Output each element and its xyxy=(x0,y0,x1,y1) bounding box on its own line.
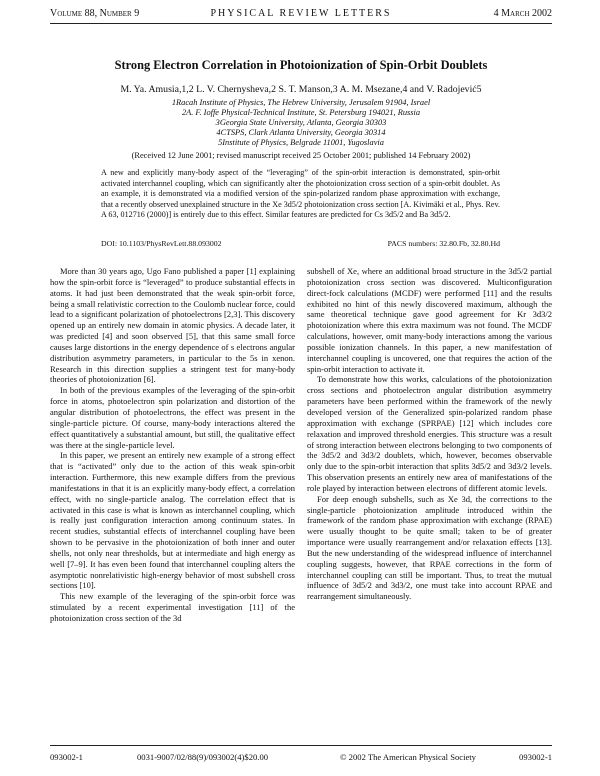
issue-date: 4 March 2002 xyxy=(493,8,552,19)
header-rule xyxy=(50,23,552,24)
doi-link[interactable]: DOI: 10.1103/PhysRevLett.88.093002 xyxy=(101,239,222,248)
right-column xyxy=(307,266,552,602)
author-list: M. Ya. Amusia,1,2 L. V. Chernysheva,2 S. T. Manson,3 A. M. Msezane,4 and V. Radojević5 xyxy=(120,84,482,95)
copyright-notice: © 2002 The American Physical Society xyxy=(340,752,476,762)
volume-number: Volume 88, Number 9 xyxy=(50,8,140,19)
paragraph: For deep enough subshells, such as Xe 3d, the corrections to the single-particle photoionization amplitude introduced within the framework of the random phase approximation with exchange (RPAE) were usually thought to be quite small; taken to be of greater importance were usually rearrangement and/or relaxation effects [13]. But the new understanding of the widespread influence of interchannel coupling suggests, however, that RPAE corrections in the form of interchannel coupling can still be important. Thus, to treat the mutual influence of 3d5/2 and 3d3/2, one must take into account RPAE and rearrangement simultaneously. xyxy=(307,493,552,602)
running-header xyxy=(50,8,552,22)
affiliation-3: 3Georgia State University, Atlanta, Georgia 30303 xyxy=(215,118,387,127)
paragraph: More than 30 years ago, Ugo Fano published a paper [1] explaining how the spin-orbit force is “leveraged” to produce substantial effects in atoms. It had just been demonstrated that the weak spin-orbit force, being a small relativistic correction to the Coulomb nuclear force, could lead to a significant polarization of photoelectrons [2,3]. This discovery opened up an entirely new domain in atomic physics. A decade later, it was predicted [4] and soon observed [5], that this same small force causes large distortions in the energy dependence of s electrons angular distribution asymmetry parameters, in particular to the 5s in xenon. Research in this direction supplies a stringent test for many-body theories of photoionization [6]. xyxy=(50,266,295,385)
footer-rule xyxy=(50,745,552,746)
affiliation-4: 4CTSPS, Clark Atlanta University, Georgia 30314 xyxy=(216,128,386,137)
journal-name: PHYSICAL REVIEW LETTERS xyxy=(210,8,392,19)
paragraph: In this paper, we present an entirely new example of a strong effect that is “activated” only due to the action of this weak spin-orbit interaction. Furthermore, this new example differs from the previous manifestations in that it is an explicitly many-body effect, a correlation effect, with no single-particle analog. The correlation effect that is activated in this case is what is known as interchannel coupling, which is really just configuration interaction among continuum states. In recent studies, substantial effects of interchannel coupling have been shown to be pervasive in the photoionization of both inner and outer shells, not only near thresholds, but at intermediate and high energy as well [7–9]. It has even been found that interchannel coupling alters the asymptotic nonrelativistic high-energy behavior of most subshell cross sections [10]. xyxy=(50,450,295,591)
paragraph: subshell of Xe, where an additional broad structure in the 3d5/2 partial photoionization cross section was discovered. Multiconfiguration direct-fock calculations (MCDF) were performed [11] and the results exhibited no hint of this newly discovered maximum, although the same theoretical technique gave good agreement for Kr 3d3/2 photoionization where this extra maximum was not found. The MCDF calculations, however, omit many-body interactions among the various possible ionization channels. In this paper, a new manifestation of interchannel coupling is uncovered, one that requires the action of the spin-orbit interaction to activate it. xyxy=(307,266,552,374)
paragraph: In both of the previous examples of the leveraging of the spin-orbit force in atoms, photoelectron spin polarization and distortion of the angular distribution of photoelectrons, the effect was present in the single-particle picture. Of course, many-body interactions altered the effect quantitatively a substantial amount, but still, the qualitative effect was there at the single-particle level. xyxy=(50,385,295,450)
left-column xyxy=(50,266,295,624)
page-number-right: 093002-1 xyxy=(519,752,552,762)
affiliation-5: 5Institute of Physics, Belgrade 11001, Yugoslavia xyxy=(218,138,384,147)
abstract: A new and explicitly many-body aspect of the “leveraging” of the spin-orbit interaction is demonstrated, spin-orbit activated interchannel coupling, which can significantly alter the photoionization cross section of a spin-orbit doublet. As an example, it is demonstrated via a modified version of the spin-polarized random phase approximation with exchange, that a recently observed unexplained structure in the Xe 3d5/2 photoionization cross section [A. Kivimäki et al., Phys. Rev. A 63, 012716 (2000)] is entirely due to this effect. Similar features are predicted for Cs 3d5/2 and Ba 3d5/2. xyxy=(101,168,500,220)
received-dates: (Received 12 June 2001; revised manuscript received 25 October 2001; published 14 February 2002) xyxy=(131,151,471,160)
paragraph: This new example of the leveraging of the spin-orbit force was stimulated by a recent experimental investigation [11] of the photoionization cross section of the 3d xyxy=(50,591,295,623)
pacs-numbers: PACS numbers: 32.80.Fb, 32.80.Hd xyxy=(387,239,500,248)
page-number-left: 093002-1 xyxy=(50,752,83,762)
paragraph: To demonstrate how this works, calculations of the photoionization cross sections and photoelectron angular distribution asymmetry parameters have been performed within the framework of the newly developed version of the Generalized spin-polarized random phase approximation with exchange (SPRPAE) [12] which includes core relaxation and improved threshold energies. This structure was a result of strong interaction between electrons belonging to two components of the 3d5/2 and 3d3/2 doublets, which, however, becomes observable only due to the spin-orbit interaction that splits 3d5/2 and 3d3/2 levels. This observation presents an entirely new area of manifestations of the role played by interaction between electrons of different atomic levels. xyxy=(307,374,552,493)
affiliation-2: 2A. F. Ioffe Physical-Technical Institute, St. Petersburg 194021, Russia xyxy=(181,108,421,117)
article-code: 0031-9007/02/88(9)/093002(4)$20.00 xyxy=(137,752,269,762)
affiliation-1: 1Racah Institute of Physics, The Hebrew University, Jerusalem 91904, Israel xyxy=(171,98,431,107)
paper-title: Strong Electron Correlation in Photoionization of Spin-Orbit Doublets xyxy=(114,58,488,72)
